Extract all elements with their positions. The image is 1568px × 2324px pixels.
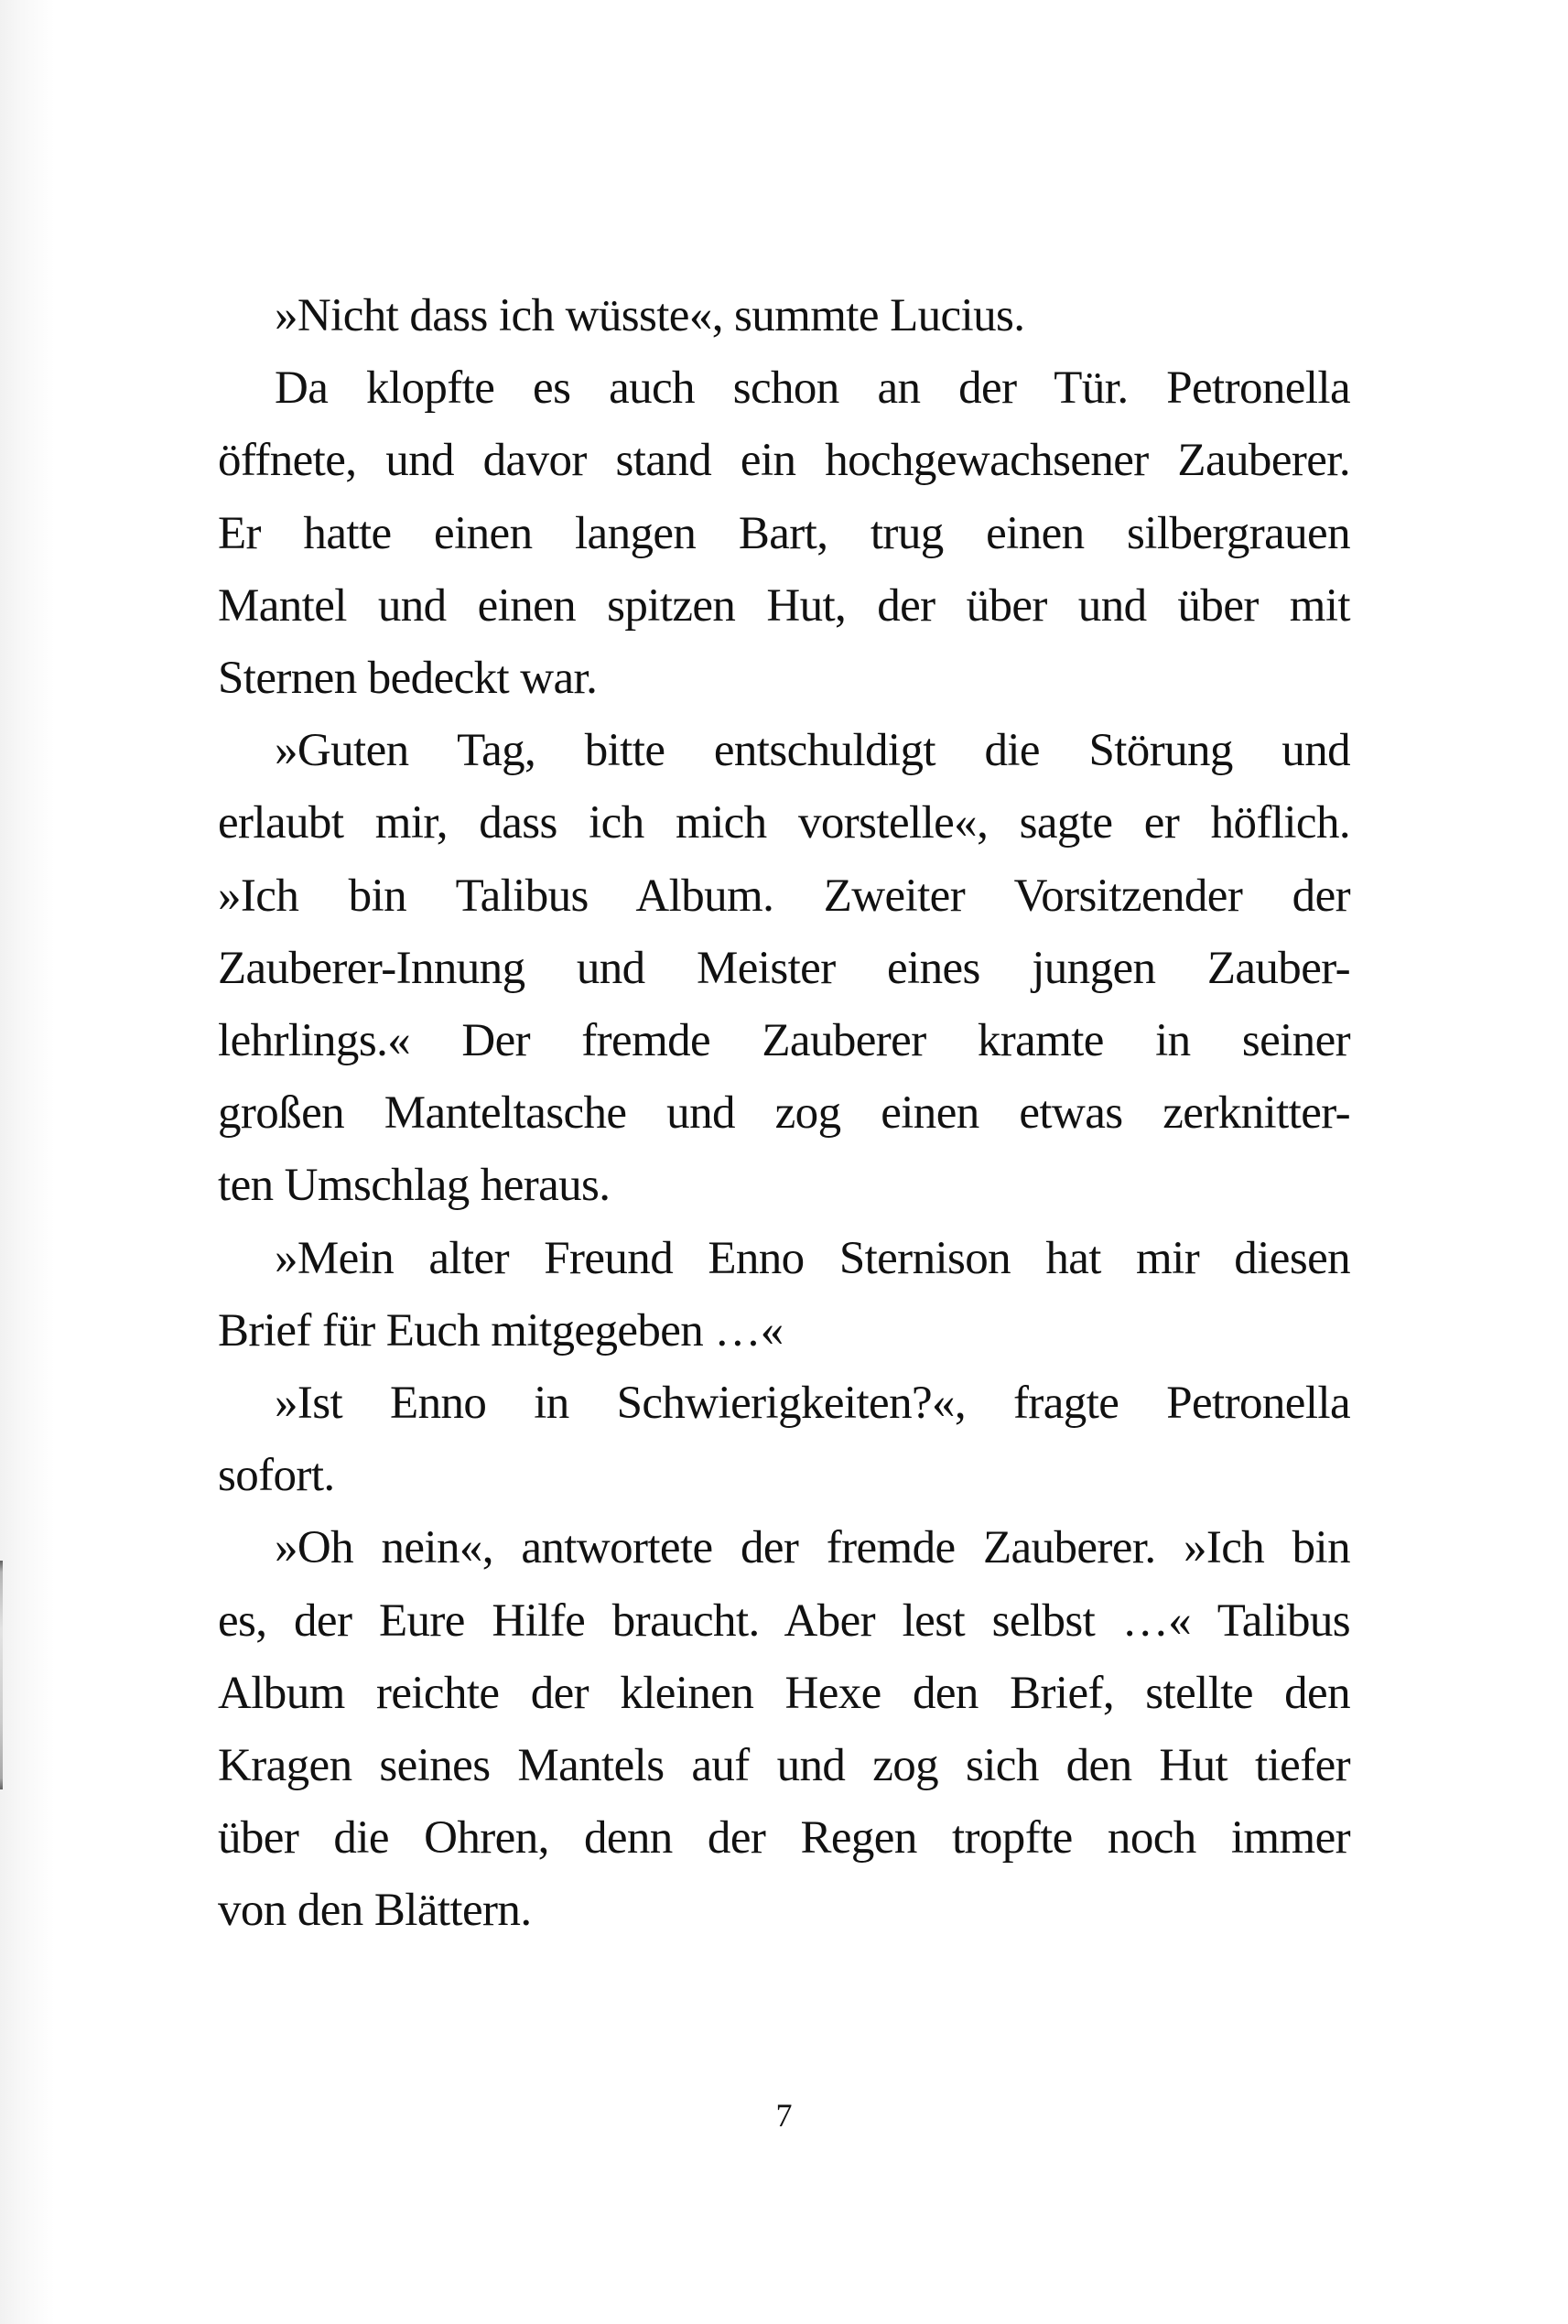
text-line: Sternen bedeckt war. [218,653,598,705]
binding-edge-mark [0,1561,3,1789]
text-line: Er hatte einen langen Bart, trug einen silbergrauen [218,507,1350,559]
text-line: Zauberer-Innung und Meister eines jungen Zauber- [218,942,1350,994]
text-line: »Guten Tag, bitte entschuldigt die Störung und [275,725,1350,777]
text-line: Mantel und einen spitzen Hut, der über und über mit [218,579,1350,632]
text-line: über die Ohren, denn der Regen tropfte noch immer [218,1812,1350,1865]
text-line: »Nicht dass ich wüsste«, summte Lucius. [275,290,1025,341]
text-line: »Ich bin Talibus Album. Zweiter Vorsitzender der [218,870,1350,922]
text-line: Kragen seines Mantels auf und zog sich den Hut tiefer [218,1740,1350,1792]
text-line: Album reichte der kleinen Hexe den Brief, stellte den [218,1667,1350,1719]
paragraph-3 [218,715,1350,1222]
paragraph-4 [218,1223,1350,1367]
text-line: »Mein alter Freund Enno Sternison hat mir diesen [275,1232,1350,1284]
text-line: großen Manteltasche und zog einen etwas zerknitter- [218,1087,1350,1140]
paragraph-6 [218,1512,1350,1947]
text-line: erlaubt mir, dass ich mich vorstelle«, sagte er höflich. [218,797,1350,849]
text-line: lehrlings.« Der fremde Zauberer kramte in seiner [218,1015,1350,1067]
text-line: öffnete, und davor stand ein hochgewachsener Zauberer. [218,435,1350,487]
paragraph-2 [218,352,1350,715]
text-line: es, der Eure Hilfe braucht. Aber lest selbst …« Talibus [218,1594,1350,1647]
text-line: sofort. [218,1450,335,1502]
text-line: von den Blättern. [218,1885,532,1937]
paragraph-5 [218,1367,1350,1512]
page-number: 7 [775,2097,793,2134]
page-edge-shadow [0,0,55,2324]
text-line: »Oh nein«, antwortete der fremde Zauberer. »Ich bin [275,1522,1350,1574]
text-line: ten Umschlag heraus. [218,1160,611,1212]
text-line: Brief für Euch mitgegeben …« [218,1304,784,1357]
paragraph-1 [218,280,1350,352]
body-text [218,280,1350,1948]
text-line: Da klopfte es auch schon an der Tür. Petronella [275,362,1350,415]
text-line: »Ist Enno in Schwierigkeiten?«, fragte Petronella [275,1378,1350,1430]
